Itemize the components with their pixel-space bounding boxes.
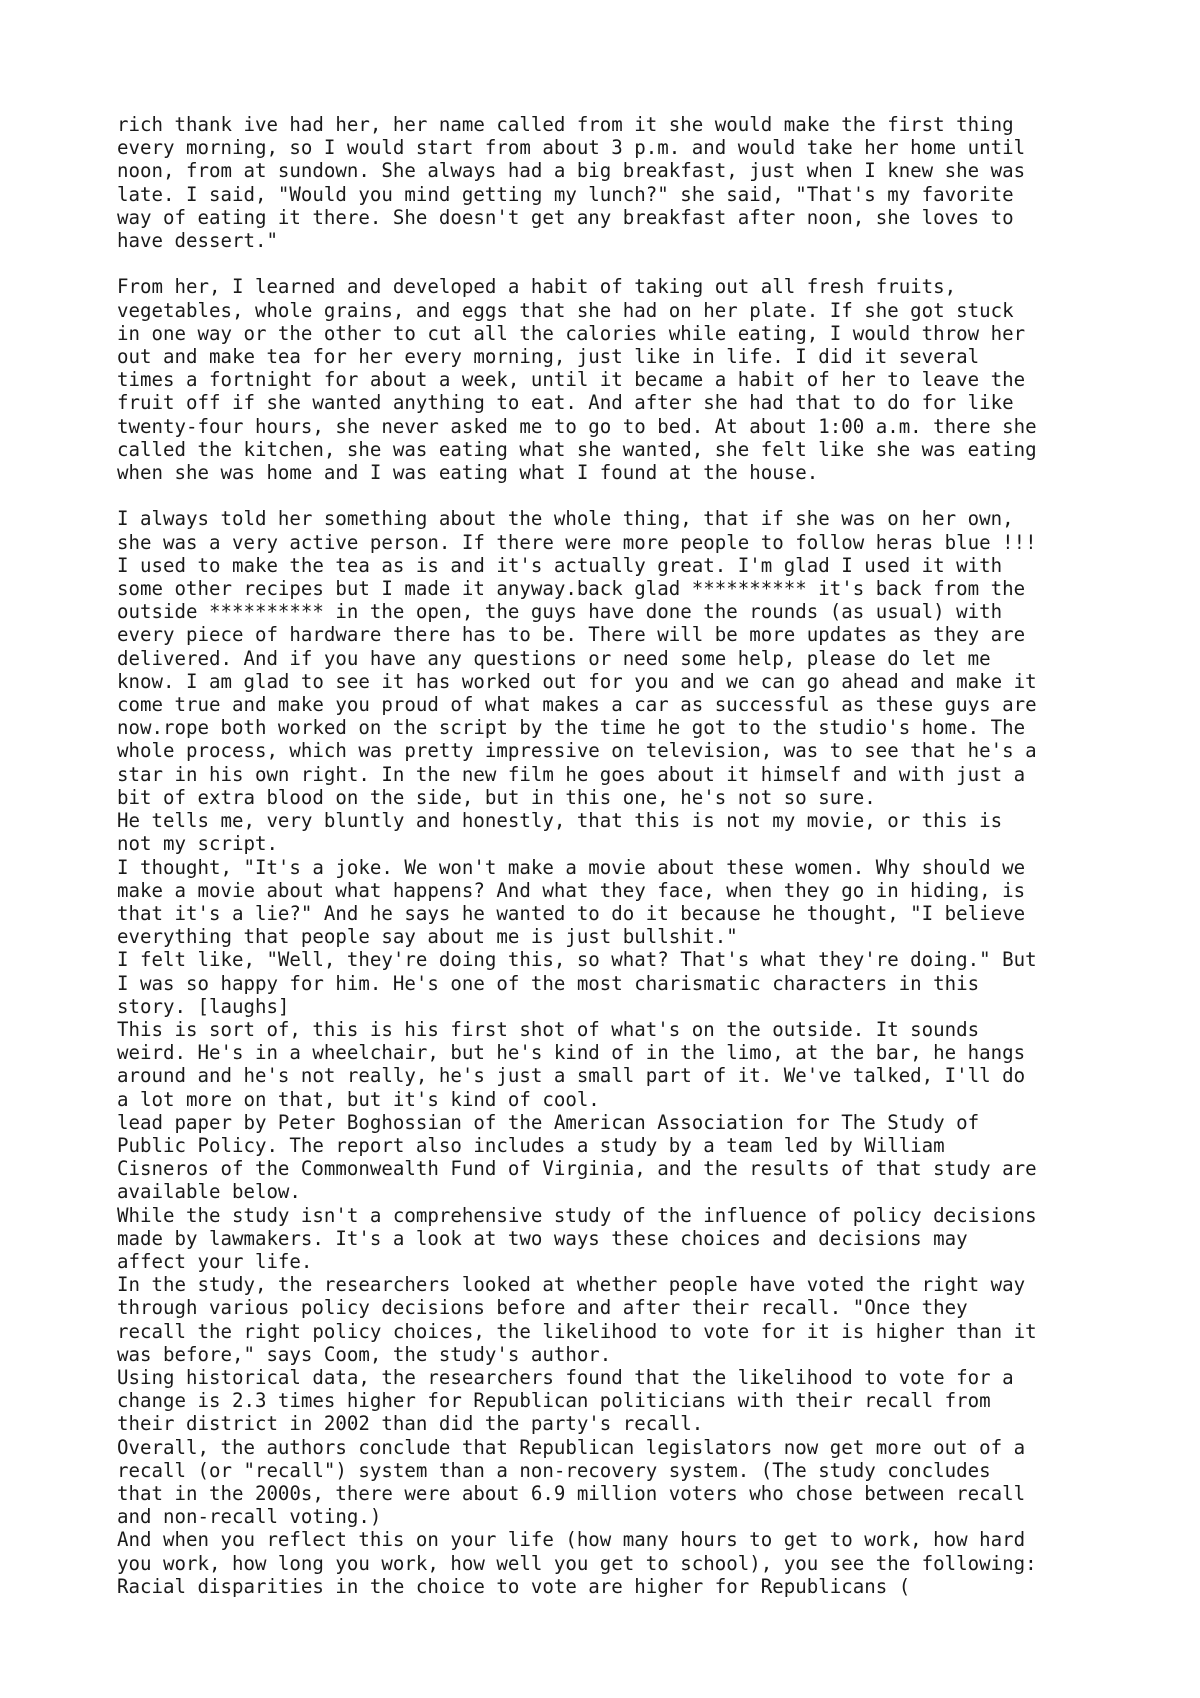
text-line: Cisneros of the Commonwealth Fund of Virginia, and the results of that study are bbox=[117, 1157, 1037, 1181]
text-line: you work, how long you work, how well you get to school), you see the following: bbox=[117, 1551, 1037, 1575]
text-line: was before," says Coom, the study's author. bbox=[117, 1342, 612, 1366]
text-line: called the kitchen, she was eating what she wanted, she felt like she was eating bbox=[117, 437, 1037, 461]
text-line: recall (or "recall") system than a non-recovery system. (The study concludes bbox=[117, 1458, 991, 1482]
text-line: their district in 2002 than did the party's recall. bbox=[117, 1412, 704, 1436]
text-line: I thought, "It's a joke. We won't make a movie about these women. Why should we bbox=[117, 855, 1026, 879]
text-line: now.rope both worked on the script by the time he got to the studio's home. The bbox=[117, 716, 1026, 740]
text-line: when she was home and I was eating what I found at the house. bbox=[117, 461, 819, 485]
text-line: in one way or the other to cut all the calories while eating, I would throw her bbox=[117, 321, 1026, 345]
text-line: fruit off if she wanted anything to eat. And after she had that to do for like bbox=[117, 391, 1014, 415]
text-line: star in his own right. In the new film he goes about it himself and with just a bbox=[117, 762, 1026, 786]
text-line: noon, from at sundown. She always had a big breakfast, just when I knew she was bbox=[117, 159, 1026, 183]
text-line: bit of extra blood on the side, but in this one, he's not so sure. bbox=[117, 785, 876, 809]
text-line: story. [laughs] bbox=[117, 994, 290, 1018]
text-line: made by lawmakers. It's a look at two ways these choices and decisions may bbox=[117, 1226, 968, 1250]
text-line: whole process, which was pretty impressive on television, was to see that he's a bbox=[117, 739, 1037, 763]
text-line: I always told her something about the whole thing, that if she was on her own, bbox=[117, 507, 1014, 531]
text-line: In the study, the researchers looked at whether people have voted the right way bbox=[117, 1273, 1026, 1297]
text-line: a lot more on that, but it's kind of cool. bbox=[117, 1087, 600, 1111]
text-line: late. I said, "Would you mind getting my lunch?" she said, "That's my favorite bbox=[117, 182, 1014, 206]
text-line: everything that people say about me is just bullshit." bbox=[117, 925, 738, 949]
text-line: way of eating it there. She doesn't get any breakfast after noon, she loves to bbox=[117, 205, 1014, 229]
text-line: From her, I learned and developed a habit of taking out all fresh fruits, bbox=[117, 275, 957, 299]
text-line: make a movie about what happens? And what they face, when they go in hiding, is bbox=[117, 878, 1026, 902]
text-line: through various policy decisions before and after their recall. "Once they bbox=[117, 1296, 968, 1320]
text-line: Overall, the authors conclude that Republican legislators now get more out of a bbox=[117, 1435, 1026, 1459]
text-line: affect your life. bbox=[117, 1249, 313, 1273]
text-line: some other recipes but I made it anyway.back glad ********** it's back from the bbox=[117, 577, 1026, 601]
text-line: And when you reflect this on your life (how many hours to get to work, how hard bbox=[117, 1528, 1026, 1552]
text-line: know. I am glad to see it has worked out for you and we can go ahead and make it bbox=[117, 669, 1037, 693]
text-line: While the study isn't a comprehensive study of the influence of policy decisions bbox=[117, 1203, 1037, 1227]
text-line: around and he's not really, he's just a small part of it. We've talked, I'll do bbox=[117, 1064, 1026, 1088]
text-line: have dessert." bbox=[117, 229, 278, 253]
text-line: she was a very active person. If there were more people to follow heras blue !!! bbox=[117, 530, 1037, 554]
text-line: not my script. bbox=[117, 832, 278, 856]
text-line: I used to make the tea as is and it's actually great. I'm glad I used it with bbox=[117, 553, 1003, 577]
text-line: lead paper by Peter Boghossian of the American Association for The Study of bbox=[117, 1110, 980, 1134]
text-line: available below. bbox=[117, 1180, 301, 1204]
text-line: delivered. And if you have any questions or need some help, please do let me bbox=[117, 646, 991, 670]
text-line: vegetables, whole grains, and eggs that she had on her plate. If she got stuck bbox=[117, 298, 1014, 322]
text-line: Public Policy. The report also includes a study by a team led by William bbox=[117, 1133, 945, 1157]
text-line: weird. He's in a wheelchair, but he's kind of in the limo, at the bar, he hangs bbox=[117, 1041, 1026, 1065]
text-line: This is sort of, this is his first shot of what's on the outside. It sounds bbox=[117, 1017, 980, 1041]
text-line: out and make tea for her every morning, just like in life. I did it several bbox=[117, 345, 980, 369]
text-line: come true and make you proud of what makes a car as successful as these guys are bbox=[117, 693, 1037, 717]
text-line: outside ********** in the open, the guys have done the rounds (as usual) with bbox=[117, 600, 1003, 624]
text-line: I was so happy for him. He's one of the most charismatic characters in this bbox=[117, 971, 980, 995]
text-line: that it's a lie?" And he says he wanted to do it because he thought, "I believe bbox=[117, 901, 1026, 925]
text-line: change is 2.3 times higher for Republican politicians with their recall from bbox=[117, 1389, 991, 1413]
document-body-text bbox=[117, 113, 1117, 1598]
text-line: every piece of hardware there has to be. There will be more updates as they are bbox=[117, 623, 1026, 647]
text-line: Using historical data, the researchers found that the likelihood to vote for a bbox=[117, 1365, 1014, 1389]
text-line: times a fortnight for about a week, until it became a habit of her to leave the bbox=[117, 368, 1026, 392]
text-line: recall the right policy choices, the likelihood to vote for it is higher than it bbox=[117, 1319, 1037, 1343]
text-line: Racial disparities in the choice to vote are higher for Republicans ( bbox=[117, 1574, 911, 1598]
text-line: He tells me, very bluntly and honestly, that this is not my movie, or this is bbox=[117, 809, 1003, 833]
text-line: twenty-four hours, she never asked me to go to bed. At about 1:00 a.m. there she bbox=[117, 414, 1037, 438]
text-line: rich thank ive had her, her name called from it she would make the first thing bbox=[117, 113, 1014, 136]
text-line: and non-recall voting.) bbox=[117, 1505, 382, 1529]
text-line: every morning, so I would start from about 3 p.m. and would take her home until bbox=[117, 136, 1026, 160]
text-line: that in the 2000s, there were about 6.9 million voters who chose between recall bbox=[117, 1481, 1026, 1505]
text-line: I felt like, "Well, they're doing this, so what? That's what they're doing." But bbox=[117, 948, 1037, 972]
